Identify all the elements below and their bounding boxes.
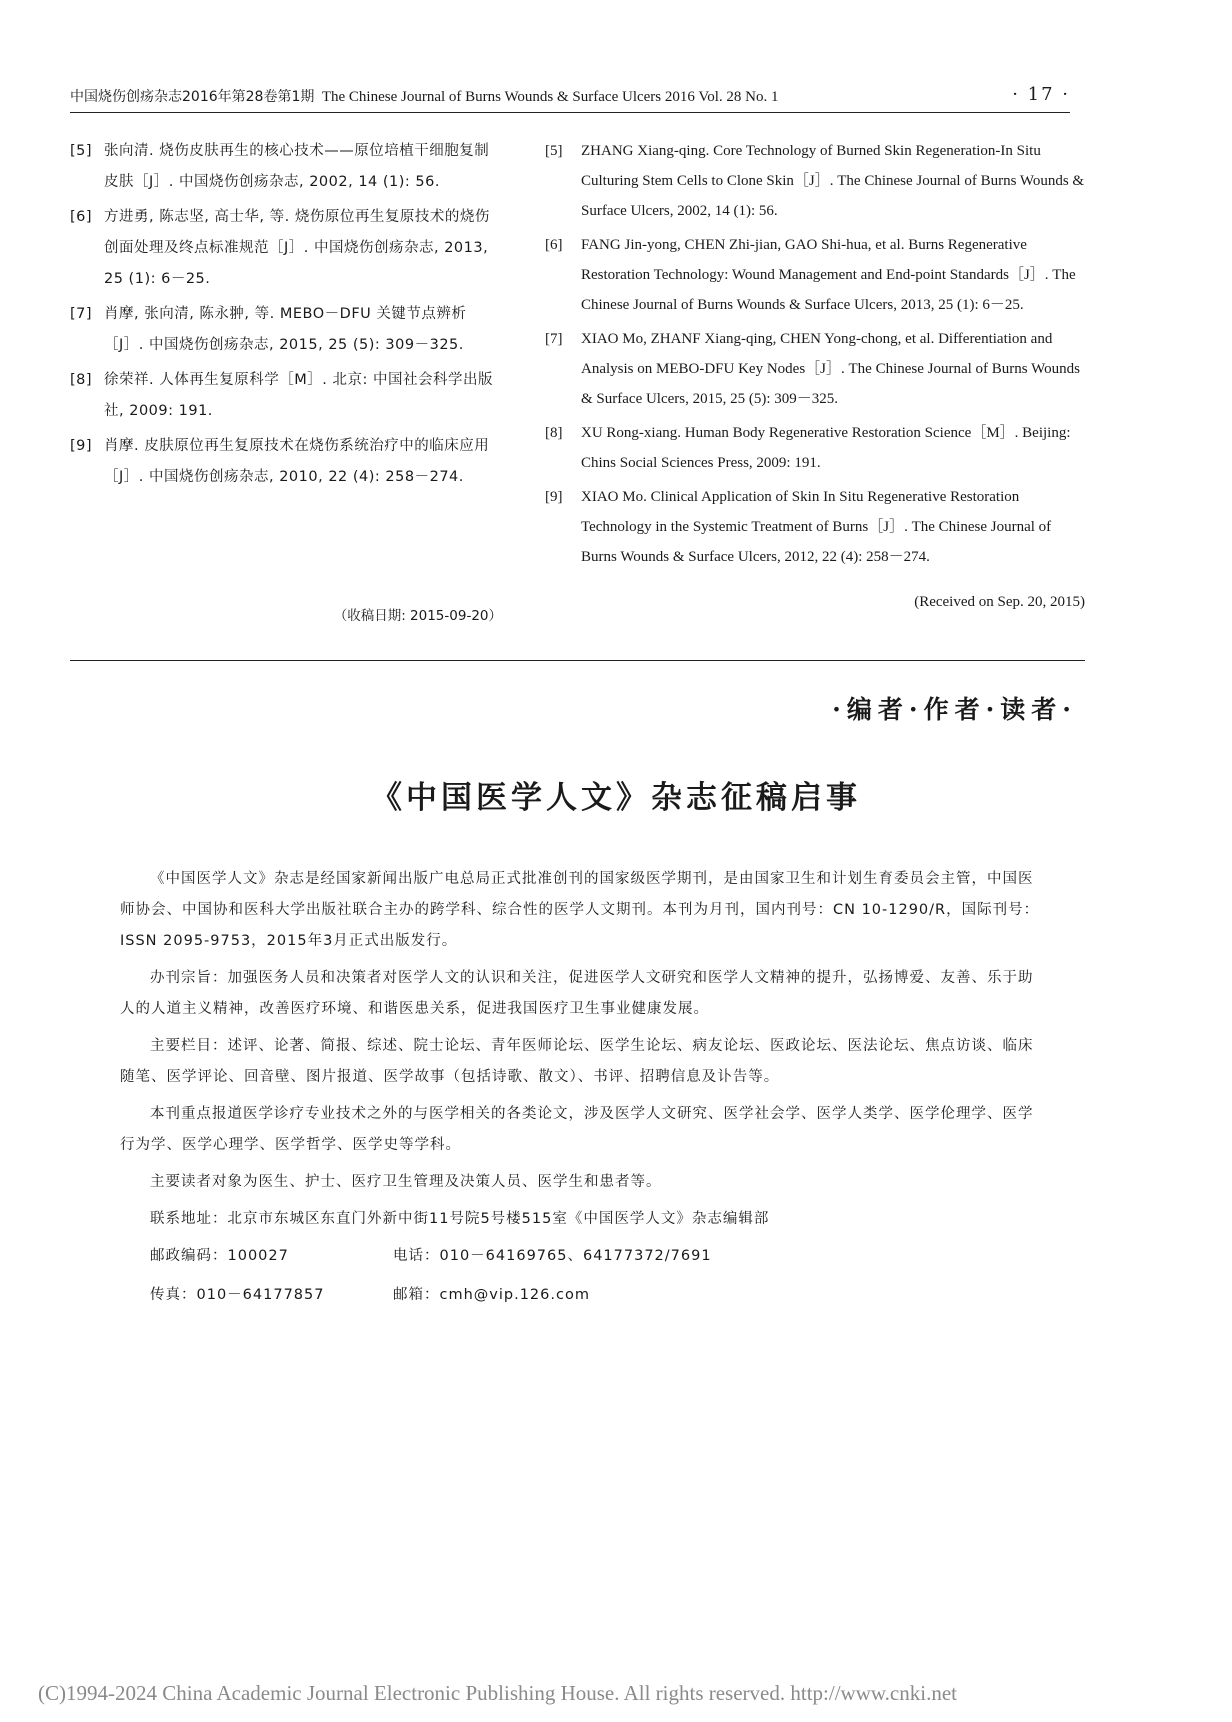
- reference-number: [8]: [70, 372, 93, 388]
- journal-citation-en: The Chinese Journal of Burns Wounds & Surface Ulcers 2016 Vol. 28 No. 1: [321, 89, 779, 105]
- reference-item: [545, 482, 1085, 572]
- reference-text: 肖摩, 张向清, 陈永翀, 等. MEBO－DFU 关键节点辨析［J］. 中国烧伤创疡杂志, 2015, 25 (5): 309－325.: [104, 306, 467, 353]
- reference-number: [6]: [545, 237, 563, 253]
- phone: 电话：010－64169765、64177372/7691: [393, 1248, 712, 1264]
- postcode: 邮政编码：100027: [150, 1248, 289, 1264]
- reference-number: [7]: [70, 306, 93, 322]
- reference-text: 肖摩. 皮肤原位再生复原技术在烧伤系统治疗中的临床应用［J］. 中国烧伤创疡杂志, 2010, 22 (4): 258－274.: [104, 438, 490, 485]
- reference-item: [545, 136, 1085, 226]
- reference-item: [70, 136, 502, 198]
- section-tag: ·编者·作者·读者·: [832, 695, 1077, 724]
- reference-text: XU Rong-xiang. Human Body Regenerative Restoration Science［M］. Beijing: Chins Social Sciences Press, 2009: 191.: [581, 425, 1071, 471]
- notice-title: 《中国医学人文》杂志征稿启事: [371, 780, 861, 816]
- reference-number: [5]: [70, 143, 93, 159]
- reference-item: [70, 202, 502, 295]
- email: 邮箱：cmh@vip.126.com: [393, 1287, 590, 1303]
- journal-citation-cn: 中国烧伤创疡杂志2016年第28卷第1期: [70, 89, 315, 105]
- reference-item: [70, 299, 502, 361]
- reference-item: [545, 230, 1085, 320]
- contact-row-2: [120, 1280, 1045, 1311]
- references-cn: [70, 136, 502, 497]
- notice-paragraph: 主要栏目：述评、论著、简报、综述、院士论坛、青年医师论坛、医学生论坛、病友论坛、医政论坛、医法论坛、焦点访谈、临床随笔、医学评论、回音壁、图片报道、医学故事（包括诗歌、散文）、书评、招聘信息及讣告等。: [120, 1038, 1034, 1085]
- notice-body: [120, 864, 1045, 1319]
- reference-number: [7]: [545, 331, 563, 347]
- reference-item: [70, 431, 502, 493]
- reference-number: [9]: [545, 489, 563, 505]
- reference-text: 张向清. 烧伤皮肤再生的核心技术——原位培植干细胞复制皮肤［J］. 中国烧伤创疡杂志, 2002, 14 (1): 56.: [104, 143, 490, 190]
- notice-paragraph: 本刊重点报道医学诊疗专业技术之外的与医学相关的各类论文，涉及医学人文研究、医学社会学、医学人类学、医学伦理学、医学行为学、医学心理学、医学哲学、医学史等学科。: [120, 1106, 1034, 1153]
- reference-text: FANG Jin-yong, CHEN Zhi-jian, GAO Shi-hua, et al. Burns Regenerative Restoration Technology: Wound Management and End-point Standards［J］. The Chinese Journal of Burns Wounds & Surface Ulcers, 2013, 25 (1): 6－25.: [581, 237, 1076, 313]
- reference-item: [545, 418, 1085, 478]
- reference-item: [545, 324, 1085, 414]
- reference-number: [6]: [70, 209, 93, 225]
- notice-paragraph: 《中国医学人文》杂志是经国家新闻出版广电总局正式批准创刊的国家级医学期刊，是由国家卫生和计划生育委员会主管，中国医师协会、中国协和医科大学出版社联合主办的跨学科、综合性的医学人文期刊。本刊为月刊，国内刊号：CN 10-1290/R，国际刊号：ISSN 2095-9753，2015年3月正式出版发行。: [120, 871, 1040, 949]
- references-en: [545, 136, 1085, 576]
- reference-number: [5]: [545, 143, 563, 159]
- received-date-cn: （收稿日期: 2015-09-20）: [333, 608, 502, 624]
- reference-text: ZHANG Xiang-qing. Core Technology of Burned Skin Regeneration-In Situ Culturing Stem Cells to Clone Skin［J］. The Chinese Journal of Burns Wounds & Surface Ulcers, 2002, 14 (1): 56.: [581, 143, 1085, 219]
- reference-number: [9]: [70, 438, 93, 454]
- reference-item: [70, 365, 502, 427]
- reference-text: 徐荣祥. 人体再生复原科学［M］. 北京: 中国社会科学出版社, 2009: 191.: [104, 372, 493, 419]
- notice-paragraph: 办刊宗旨：加强医务人员和决策者对医学人文的认识和关注，促进医学人文研究和医学人文精神的提升，弘扬博爱、友善、乐于助人的人道主义精神，改善医疗环境、和谐医患关系，促进我国医疗卫生事业健康发展。: [120, 970, 1034, 1017]
- reference-text: 方进勇, 陈志坚, 高士华, 等. 烧伤原位再生复原技术的烧伤创面处理及终点标准规范［J］. 中国烧伤创疡杂志, 2013, 25 (1): 6－25.: [104, 209, 490, 287]
- section-divider: [70, 660, 1085, 661]
- notice-address: 联系地址：北京市东城区东直门外新中街11号院5号楼515室《中国医学人文》杂志编辑部: [150, 1211, 770, 1227]
- contact-row-1: [120, 1241, 1045, 1272]
- fax: 传真：010－64177857: [150, 1287, 325, 1303]
- running-header: [70, 84, 1070, 113]
- received-date-en: (Received on Sep. 20, 2015): [914, 594, 1085, 610]
- notice-paragraph: 主要读者对象为医生、护士、医疗卫生管理及决策人员、医学生和患者等。: [150, 1174, 662, 1190]
- page-number: · 17 ·: [1012, 84, 1070, 105]
- reference-text: XIAO Mo, ZHANF Xiang-qing, CHEN Yong-chong, et al. Differentiation and Analysis on MEBO-DFU Key Nodes［J］. The Chinese Journal of Burns Wounds & Surface Ulcers, 2015, 25 (5): 309－325.: [581, 331, 1080, 407]
- journal-citation: [70, 86, 779, 106]
- reference-text: XIAO Mo. Clinical Application of Skin In Situ Regenerative Restoration Technology in the Systemic Treatment of Burns［J］. The Chinese Journal of Burns Wounds & Surface Ulcers, 2012, 22 (4): 258－274.: [581, 489, 1052, 565]
- reference-number: [8]: [545, 425, 563, 441]
- copyright-footer: (C)1994-2024 China Academic Journal Electronic Publishing House. All rights reserved. http://www.cnki.net: [38, 1681, 957, 1705]
